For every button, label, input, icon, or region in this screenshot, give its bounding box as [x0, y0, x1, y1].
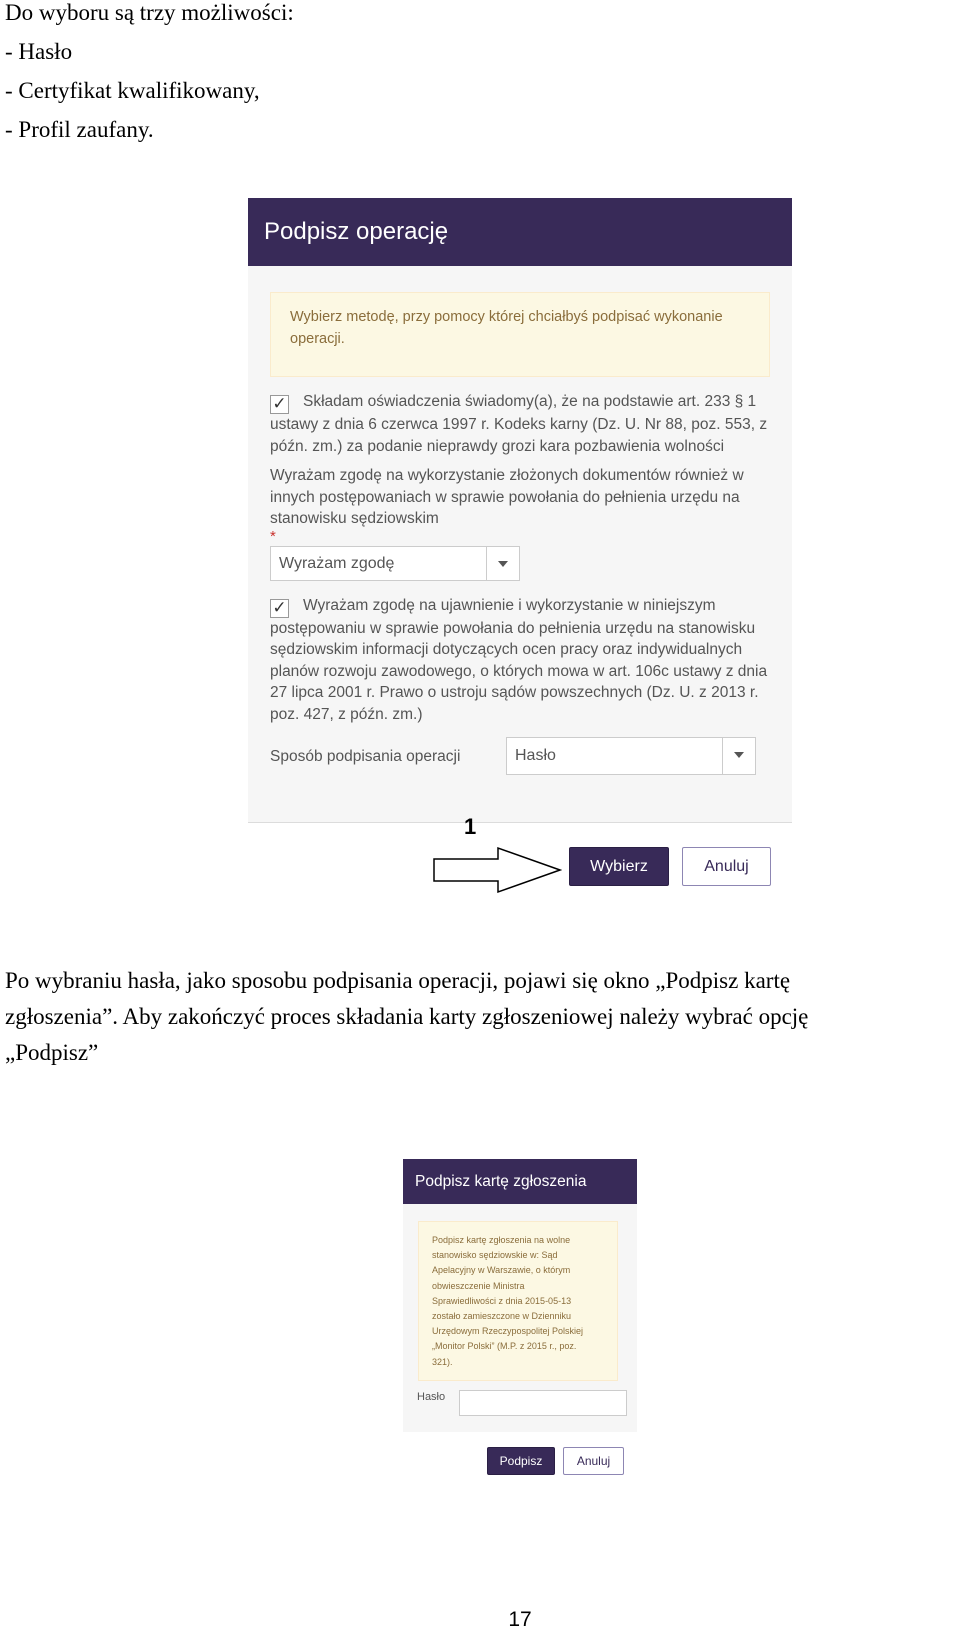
statement-checkbox[interactable]: ✓ — [270, 395, 289, 414]
consent-select-value: Wyrażam zgodę — [279, 554, 395, 572]
method-notice: Wybierz metodę, przy pomocy której chciałbyś podpisać wykonanie operacji. — [270, 292, 770, 377]
consent-label: Wyrażam zgodę na wykorzystanie złożonych dokumentów również w innych postępowaniach w sprawie powołania do pełnienia urzędu na stanowisku sędziowskim — [270, 467, 744, 527]
instruction-paragraph — [5, 963, 960, 1071]
dialog-title: Podpisz operację — [248, 198, 792, 266]
intro-line: - Certyfikat kwalifikowany, — [5, 78, 260, 103]
signing-method-label: Sposób podpisania operacji — [270, 748, 461, 765]
pointer-arrow-icon — [432, 846, 562, 894]
intro-line: - Hasło — [5, 39, 73, 64]
sign-application-dialog — [403, 1159, 637, 1432]
intro-line: - Profil zaufany. — [5, 117, 154, 142]
signing-method-row — [270, 737, 770, 777]
paragraph-line: zgłoszenia”. Aby zakończyć proces składania karty zgłoszeniowej należy wybrać opcję — [5, 1004, 809, 1029]
notice-line: „Monitor Polski” (M.P. z 2015 r., poz. — [432, 1341, 577, 1352]
intro-text — [5, 0, 294, 156]
sign-button[interactable]: Podpisz — [487, 1447, 555, 1475]
notice-line: Podpisz kartę zgłoszenia na wolne — [432, 1235, 571, 1245]
notice-line: 321). — [432, 1356, 453, 1367]
paragraph-line: „Podpisz” — [5, 1040, 99, 1065]
chevron-down-icon[interactable] — [486, 547, 519, 580]
cancel-button[interactable]: Anuluj — [563, 1447, 624, 1475]
intro-line: Do wyboru są trzy możliwości: — [5, 0, 294, 25]
disclosure-text: Wyrażam zgodę na ujawnienie i wykorzystanie w niniejszym postępowaniu w sprawie powołania do pełnienia urzędu na stanowisku sędziowskim informacji dotyczących ocen pracy oraz indywidualnych planów rozwoju zawodowego, o których mowa w art. 106c ustawy z dnia 27 lipca 2001 r. Prawo o ustroju sądów powszechnych (Dz. U. z 2013 r. poz. 427, z późn. zm.) — [270, 596, 768, 723]
sign-operation-dialog — [248, 198, 792, 823]
statement-text: Składam oświadczenia świadomy(a), że na podstawie art. 233 § 1 ustawy z dnia 6 czerwca 1997 r. Kodeks karny (Dz. U. Nr 88, poz. 553, z późn. zm.) za podanie nieprawdy grozi kara pozbawienia wolności — [270, 393, 768, 455]
chevron-down-icon[interactable] — [722, 738, 755, 774]
notice-line: zostało zamieszczone w Dzienniku — [432, 1311, 572, 1322]
notice-line: Urzędowym Rzeczypospolitej Polskiej — [432, 1326, 584, 1337]
signing-method-value: Hasło — [515, 747, 556, 764]
notice-line: obwieszczenie Ministra — [432, 1280, 525, 1291]
consent-select[interactable] — [270, 546, 520, 581]
disclosure-checkbox[interactable]: ✓ — [270, 599, 289, 618]
password-label: Hasło — [417, 1391, 446, 1403]
select-button[interactable]: Wybierz — [569, 847, 669, 886]
password-input[interactable] — [459, 1390, 627, 1416]
dialog-title: Podpisz kartę zgłoszenia — [403, 1159, 637, 1204]
notice-line: stanowisko sędziowskie w: Sąd — [432, 1250, 558, 1261]
signing-method-select[interactable] — [506, 737, 756, 775]
statement-block — [270, 391, 770, 457]
application-notice — [418, 1221, 618, 1381]
notice-line: Apelacyjny w Warszawie, o którym — [432, 1265, 571, 1276]
page-number: 17 — [508, 1608, 532, 1631]
cancel-button[interactable]: Anuluj — [682, 847, 771, 886]
step-number: 1 — [464, 814, 477, 839]
disclosure-block — [270, 595, 770, 726]
required-mark: * — [270, 527, 276, 545]
notice-line: Sprawiedliwości z dnia 2015-05-13 — [432, 1295, 572, 1306]
dialog-footer-divider — [248, 822, 792, 823]
paragraph-line: Po wybraniu hasła, jako sposobu podpisania operacji, pojawi się okno „Podpisz kartę — [5, 968, 791, 993]
